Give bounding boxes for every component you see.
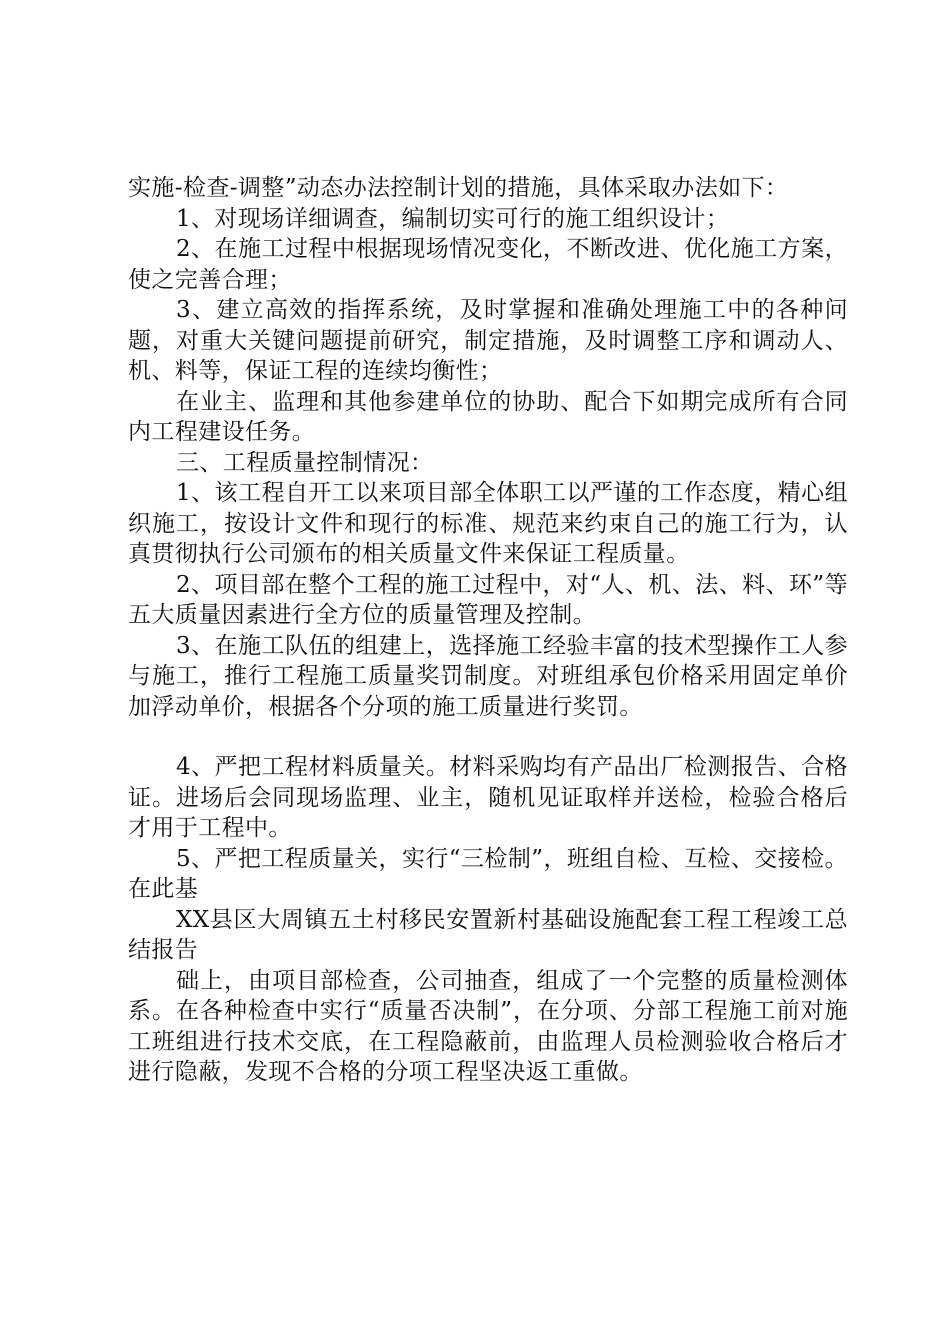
- paragraph-quality-1: 1、该工程自开工以来项目部全体职工以严谨的工作态度，精心组织施工，按设计文件和现行的标准、规范来约束自己的施工行为，认真贯彻执行公司颁布的相关质量文件来保证工程质量。: [128, 480, 848, 567]
- paragraph-quality-2: 2、项目部在整个工程的施工过程中，对“人、机、法、料、环”等五大质量因素进行全方位的质量管理及控制。: [128, 571, 848, 628]
- running-header-title: XX县区大周镇五土村移民安置新村基础设施配套工程工程竣工总结报告: [128, 906, 848, 963]
- paragraph-intro: 实施-检查-调整”动态办法控制计划的措施，具体采取办法如下：: [128, 175, 789, 201]
- section-heading-quality: 三、工程质量控制情况：: [176, 449, 434, 476]
- document-body: [128, 173, 848, 1088]
- paragraph-quality-4: 4、严把工程材料质量关。材料采购均有产品出厂检测报告、合格证。进场后会同现场监理、业主，随机见证取样并送检，检验合格后才用于工程中。: [128, 754, 848, 841]
- paragraph-quality-5-continued: 础上，由项目部检查，公司抽查，组成了一个完整的质量检测体系。在各种检查中实行“质量否决制”，在分项、分部工程施工前对施工班组进行技术交底，在工程隐蔽前，由监理人员检测验收合格后才进行隐蔽，发现不合格的分项工程坚决返工重做。: [128, 967, 848, 1085]
- paragraph-completion: 在业主、监理和其他参建单位的协助、配合下如期完成所有合同内工程建设任务。: [128, 388, 848, 445]
- paragraph-item-1: 1、对现场详细调查，编制切实可行的施工组织设计；: [176, 205, 730, 232]
- paragraph-quality-5: 5、严把工程质量关，实行“三检制”，班组自检、互检、交接检。在此基: [128, 845, 848, 902]
- paragraph-spacer: [128, 722, 848, 752]
- paragraph-item-3: 3、建立高效的指挥系统，及时掌握和准确处理施工中的各种问题，对重大关键问题提前研究，制定措施，及时调整工序和调动人、机、料等，保证工程的连续均衡性；: [128, 297, 848, 384]
- paragraph-quality-3: 3、在施工队伍的组建上，选择施工经验丰富的技术型操作工人参与施工，推行工程施工质量奖罚制度。对班组承包价格采用固定单价加浮动单价，根据各个分项的施工质量进行奖罚。: [128, 632, 848, 720]
- paragraph-item-2: 2、在施工过程中根据现场情况变化，不断改进、优化施工方案，使之完善合理；: [128, 236, 848, 293]
